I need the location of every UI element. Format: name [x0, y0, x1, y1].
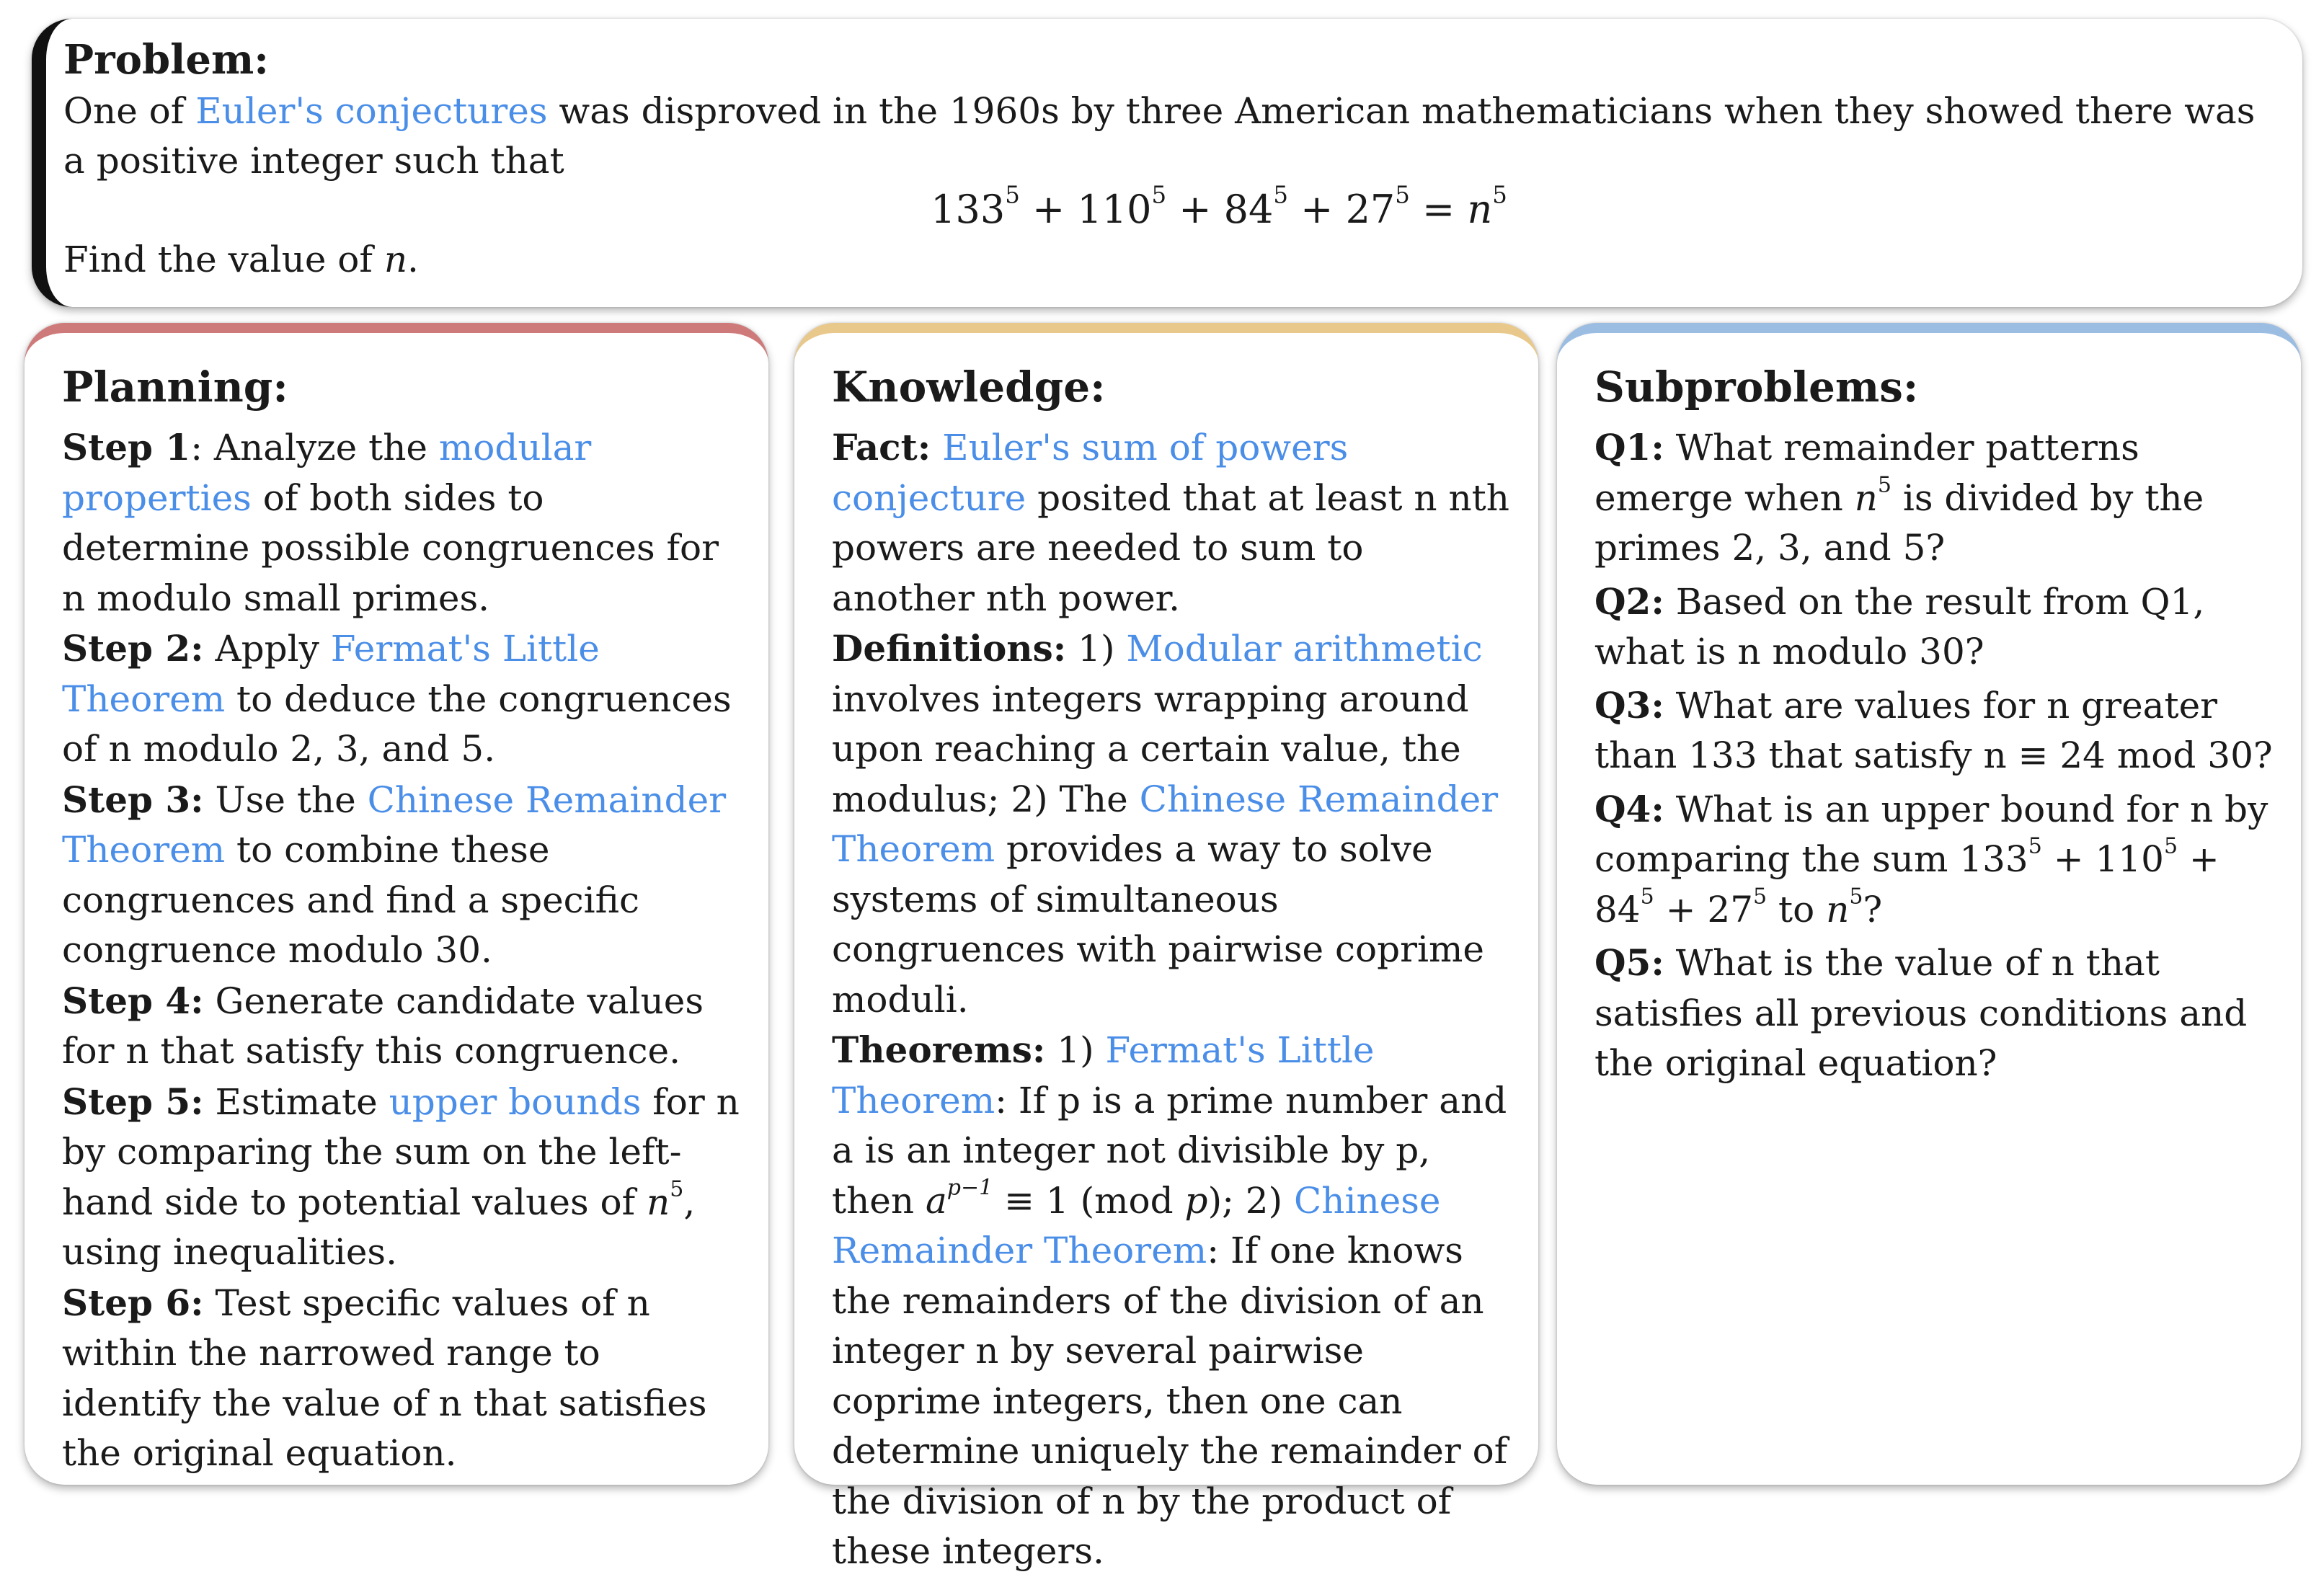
eq-plus-1: +: [1019, 187, 1078, 232]
step-3-label: Step 3:: [62, 778, 204, 821]
eq-term-27: 27: [1345, 187, 1396, 232]
q5-text: What is the value of n that satisfies all previous conditions and the original equation?: [1595, 942, 2248, 1084]
thm-num-1: 1): [1045, 1029, 1106, 1071]
knowledge-content: [832, 422, 1511, 1577]
problem-statement: [63, 86, 2274, 186]
q4-plus-2: +: [2178, 838, 2219, 880]
step-2-text-b: to deduce the congruences of n modulo 2, 3, and 5.: [62, 678, 732, 770]
modular-arithmetic-link[interactable]: Modular arithmetic: [1126, 628, 1483, 670]
thm-congruence: ≡ 1 (mod: [993, 1179, 1185, 1222]
step-6-label: Step 6:: [62, 1281, 204, 1324]
eq-term-110: 110: [1077, 187, 1152, 232]
def-num-1: 1): [1066, 628, 1127, 670]
step-4: [62, 976, 741, 1077]
step-4-text: Generate candidate values for n that satisfy this congruence.: [62, 979, 704, 1072]
find-text: Find the value of: [63, 239, 384, 280]
problem-equation: [63, 183, 2274, 236]
planning-heading: Planning:: [62, 363, 288, 412]
thm-base-a: a: [925, 1179, 947, 1222]
subproblem-q1: [1595, 422, 2274, 574]
eq-exp-5: 5: [1492, 181, 1507, 209]
problem-find: [63, 235, 2274, 285]
q4-term-27: 27: [1707, 888, 1754, 930]
eq-exp-4: 5: [1395, 181, 1410, 209]
eq-term-84: 84: [1223, 187, 1274, 232]
knowledge-definitions: [832, 623, 1511, 1025]
euler-conjectures-link[interactable]: Euler's conjectures: [195, 90, 548, 132]
step-6: [62, 1278, 741, 1479]
upper-bounds-link[interactable]: upper bounds: [389, 1080, 642, 1123]
step-3-text-a: Use the: [203, 778, 368, 821]
q4-term-84: 84: [1595, 888, 1641, 930]
modular-properties-link[interactable]: modular properties: [62, 427, 592, 519]
subproblem-q3: [1595, 680, 2274, 781]
problem-card: [32, 19, 2302, 307]
step-5-exp: 5: [670, 1176, 684, 1201]
step-1-text-a: : Analyze the: [190, 427, 439, 468]
eq-term-133: 133: [931, 187, 1006, 232]
knowledge-theorems: [832, 1025, 1511, 1577]
knowledge-heading: Knowledge:: [832, 363, 1106, 412]
q4-exp-4: 5: [1753, 884, 1768, 909]
thm-fermat-link[interactable]: Fermat's Little Theorem: [832, 1029, 1375, 1121]
step-1: [62, 422, 741, 623]
q4-term-110: 110: [2095, 838, 2164, 880]
q5-label: Q5:: [1595, 941, 1664, 984]
eq-exp-1: 5: [1005, 181, 1020, 209]
subproblem-q2: [1595, 577, 2274, 678]
q4-plus-1: +: [2041, 838, 2095, 880]
euler-sum-of-powers-link[interactable]: Euler's sum of powers conjecture: [832, 427, 1349, 519]
fact-text: posited that at least n nth powers are needed to sum to another nth power.: [832, 476, 1509, 619]
q4-exp-5: 5: [1849, 884, 1863, 909]
planning-card: [25, 323, 768, 1485]
q4-term-133: 133: [1959, 838, 2028, 880]
step-1-label: Step 1: [62, 426, 191, 468]
step-2: [62, 623, 741, 775]
step-4-label: Step 4:: [62, 979, 204, 1022]
q1-var: n: [1854, 476, 1878, 519]
step-5-text-a: Estimate: [203, 1080, 389, 1123]
q2-label: Q2:: [1595, 579, 1664, 623]
thm-mod-p: p: [1184, 1179, 1208, 1222]
theorems-label: Theorems:: [832, 1029, 1046, 1071]
q4-exp-1: 5: [2028, 833, 2042, 859]
problem-heading: Problem:: [63, 36, 269, 84]
thm-text-1b: ); 2): [1207, 1179, 1295, 1222]
q4-text-c: ?: [1863, 888, 1883, 930]
thm-text-2: : If one knows the remainders of the division of an integer n by several pairwise coprime integers, then one can determine uniquely the remainder of the division of n by the product of these integers.: [832, 1230, 1508, 1572]
q4-exp-3: 5: [1640, 884, 1654, 909]
subproblems-list: [1595, 422, 2274, 1089]
step-6-text: Test specific values of n within the narrowed range to identify the value of n that satisfies the original equation.: [62, 1281, 707, 1474]
step-3: [62, 775, 741, 976]
eq-plus-3: +: [1287, 187, 1346, 232]
q1-text-b: is divided by the primes 2, 3, and 5?: [1595, 476, 2204, 569]
q2-text: Based on the result from Q1, what is n modulo 30?: [1595, 580, 2205, 672]
step-5-text-b: for n by comparing the sum on the left-hand side to potential values of: [62, 1080, 740, 1223]
knowledge-card: [794, 323, 1538, 1572]
q4-text-a: What is an upper bound for n by comparing the sum: [1595, 788, 2268, 880]
q4-text-b: to: [1767, 888, 1827, 930]
subproblems-card: [1557, 323, 2301, 1485]
q3-text: What are values for n greater than 133 that satisfy n ≡ 24 mod 30?: [1595, 684, 2273, 776]
q4-plus-3: +: [1654, 888, 1708, 930]
step-5-label: Step 5:: [62, 1080, 204, 1123]
def-text-2: provides a way to solve systems of simultaneous congruences with pairwise coprime moduli.: [832, 828, 1484, 1021]
step-5: [62, 1077, 741, 1278]
chinese-remainder-theorem-link[interactable]: Chinese Remainder Theorem: [62, 778, 727, 871]
def-chinese-remainder-link[interactable]: Chinese Remainder Theorem: [832, 778, 1499, 870]
eq-exp-3: 5: [1273, 181, 1288, 209]
thm-text-1: : If p is a prime number and a is an integer not divisible by p, then: [832, 1079, 1507, 1222]
step-5-var: n: [647, 1181, 670, 1223]
q1-label: Q1:: [1595, 426, 1664, 468]
q1-exp: 5: [1877, 472, 1891, 497]
find-var: n: [383, 239, 408, 280]
thm-exp: p−1: [946, 1175, 993, 1200]
q4-var: n: [1826, 888, 1850, 930]
step-5-text-c: , using inequalities.: [62, 1181, 696, 1273]
step-1-text-b: of both sides to determine possible congruences for n modulo small primes.: [62, 476, 719, 619]
subproblem-q5: [1595, 938, 2274, 1089]
eq-equals: =: [1409, 187, 1468, 232]
definitions-label: Definitions:: [832, 627, 1067, 670]
q1-text-a: What remainder patterns emerge when: [1595, 427, 2139, 519]
problem-text-2: was disproved in the 1960s by three American mathematicians when they showed there was a positive integer such that: [63, 90, 2256, 182]
planning-steps: [62, 422, 741, 1479]
eq-exp-2: 5: [1151, 181, 1167, 209]
subproblem-q4: [1595, 784, 2274, 936]
knowledge-fact: [832, 422, 1511, 623]
eq-rhs-n: n: [1467, 187, 1493, 232]
step-2-text-a: Apply: [203, 628, 331, 670]
step-2-label: Step 2:: [62, 627, 204, 670]
eq-plus-2: +: [1166, 187, 1224, 232]
problem-text-1: One of: [63, 90, 196, 132]
fact-label: Fact:: [832, 426, 931, 468]
fermat-little-theorem-link[interactable]: Fermat's Little Theorem: [62, 628, 600, 720]
q4-exp-2: 5: [2163, 833, 2178, 859]
q3-label: Q3:: [1595, 683, 1664, 727]
def-text-1: involves integers wrapping around upon reaching a certain value, the modulus; 2) The: [832, 678, 1469, 820]
subproblems-heading: Subproblems:: [1595, 363, 1919, 412]
q4-label: Q4:: [1595, 787, 1664, 830]
step-3-text-b: to combine these congruences and find a specific congruence modulo 30.: [62, 829, 640, 971]
find-end: .: [407, 239, 419, 280]
thm-chinese-remainder-link[interactable]: Chinese Remainder Theorem: [832, 1179, 1441, 1271]
